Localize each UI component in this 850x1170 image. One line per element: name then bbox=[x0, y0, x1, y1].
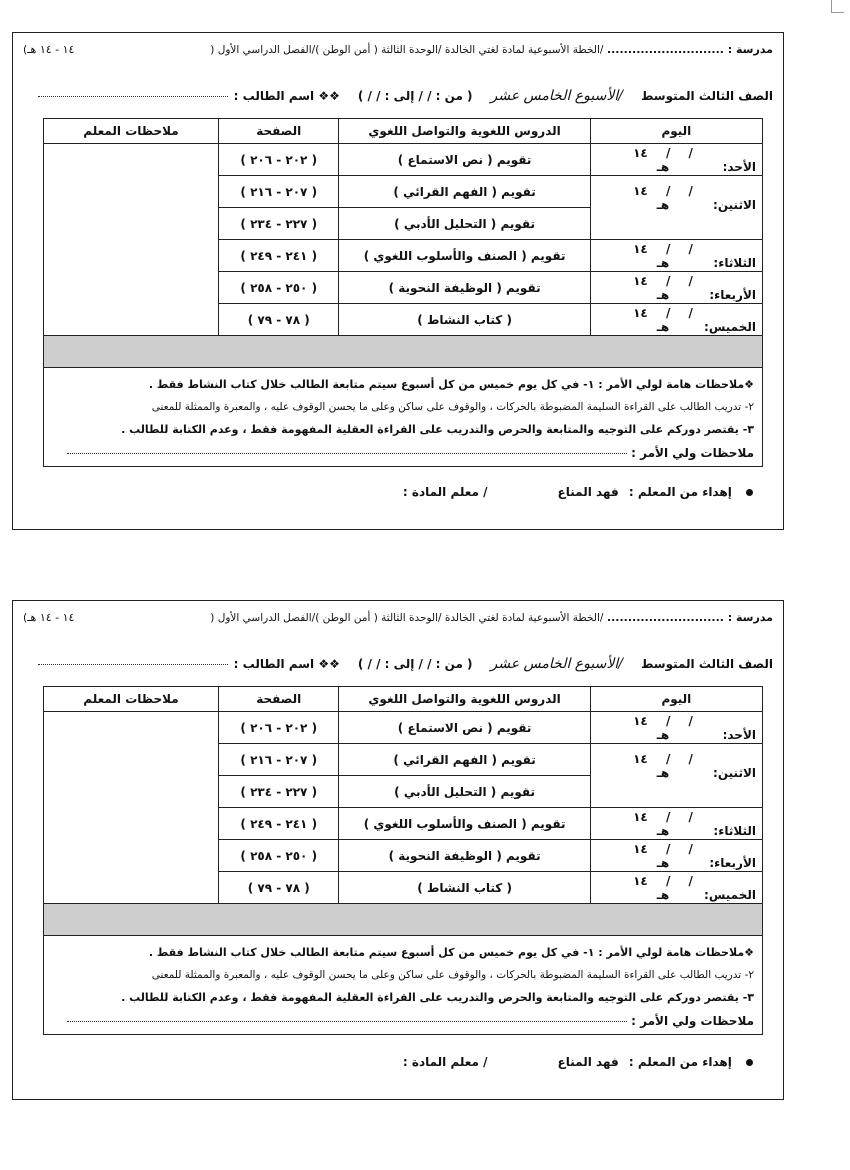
lesson-cell: تقويم ( نص الاستماع ) bbox=[339, 144, 590, 176]
plan-table bbox=[43, 118, 763, 467]
student-name-label: ❖❖ اسم الطالب : bbox=[233, 657, 340, 671]
date-range: ( من : / / إلى : / / ) bbox=[357, 89, 473, 103]
parent-notes-label: ملاحظات ولي الأمر : bbox=[631, 1014, 754, 1028]
day-name: الخميس: bbox=[704, 887, 756, 902]
grade-label: الصف الثالث المتوسط bbox=[640, 89, 773, 103]
dedication-label: إهداء من المعلم : bbox=[628, 485, 732, 499]
separator-row bbox=[44, 904, 763, 936]
day-name: الثلاثاء: bbox=[713, 255, 756, 270]
table-header-row bbox=[44, 687, 763, 712]
lesson-cell: تقويم ( الوظيفة النحوية ) bbox=[339, 840, 590, 872]
page-cell: ( ٢٠٧ - ٢١٦ ) bbox=[218, 176, 339, 208]
parent-notes-field[interactable] bbox=[67, 1021, 627, 1022]
day-name: الأربعاء: bbox=[709, 287, 756, 302]
week-label: /الأسبوع الخامس عشر bbox=[490, 656, 623, 672]
day-date: / / ١٤ هـ bbox=[633, 809, 693, 838]
lesson-cell: تقويم ( التحليل الأدبي ) bbox=[339, 776, 590, 808]
signature-row bbox=[13, 1055, 783, 1069]
day-date: / / ١٤ هـ bbox=[633, 145, 693, 174]
teacher-name: فهد المناع bbox=[557, 485, 619, 499]
student-name-field[interactable] bbox=[38, 664, 228, 665]
academic-year: ١٤ - ١٤ هـ) bbox=[23, 611, 75, 624]
parent-notes-line bbox=[52, 1014, 754, 1028]
day-name: الاثنين: bbox=[713, 766, 756, 780]
col-day: اليوم bbox=[590, 687, 762, 712]
day-date: / / ١٤ هـ bbox=[633, 241, 693, 270]
week-info-row bbox=[13, 88, 783, 104]
parent-notes-row bbox=[44, 368, 763, 467]
plan-table bbox=[43, 686, 763, 1035]
col-teacher-notes: ملاحظات المعلم bbox=[44, 119, 219, 144]
page-cell: ( ٢٠٢ - ٢٠٦ ) bbox=[218, 144, 339, 176]
parent-notes-field[interactable] bbox=[67, 453, 627, 454]
col-page: الصفحة bbox=[218, 119, 339, 144]
day-date: / / ١٤ هـ bbox=[633, 841, 693, 870]
day-name: الثلاثاء: bbox=[713, 823, 756, 838]
lesson-cell: تقويم ( الصنف والأسلوب اللغوي ) bbox=[339, 240, 590, 272]
student-name-label: ❖❖ اسم الطالب : bbox=[233, 89, 340, 103]
teacher-name: فهد المناع bbox=[557, 1055, 619, 1069]
col-page: الصفحة bbox=[218, 687, 339, 712]
parent-notes-line bbox=[52, 446, 754, 460]
lesson-cell: تقويم ( الفهم القرائي ) bbox=[339, 744, 590, 776]
weekly-plan-2 bbox=[12, 600, 784, 1100]
page-cell: ( ٧٨ - ٧٩ ) bbox=[218, 304, 339, 336]
day-date: / / ١٤ هـ bbox=[633, 305, 693, 334]
separator-row bbox=[44, 336, 763, 368]
lesson-cell: ( كتاب النشاط ) bbox=[339, 872, 590, 904]
academic-year: ١٤ - ١٤ هـ) bbox=[23, 43, 75, 56]
day-date: / / ١٤ هـ bbox=[633, 873, 693, 902]
page-cell: ( ٢٢٧ - ٢٣٤ ) bbox=[218, 776, 339, 808]
parent-notes-row bbox=[44, 936, 763, 1035]
weekly-plan-1 bbox=[12, 32, 784, 530]
plan-title: /الخطة الأسبوعية لمادة لغتي الخالدة /الوحدة الثالثة ( أمن الوطن )/الفصل الدراسي الأول ( bbox=[210, 612, 604, 624]
day-name: الأحد: bbox=[722, 159, 756, 174]
lesson-cell: ( كتاب النشاط ) bbox=[339, 304, 590, 336]
plan-header bbox=[13, 43, 783, 56]
col-teacher-notes: ملاحظات المعلم bbox=[44, 687, 219, 712]
plan-header-left bbox=[210, 43, 773, 56]
important-note-3: ٣- يقتصر دوركم على التوجيه والمتابعة والحرص والتدريب على القراءة العقلية المفهومة فقط ، وعدم الكتابة للطالب . bbox=[121, 423, 754, 436]
table-row bbox=[44, 712, 763, 744]
dedication bbox=[558, 1055, 753, 1069]
day-name: الأربعاء: bbox=[709, 855, 756, 870]
important-note-2: ٢- تدريب الطالب على القراءة السليمة المضبوطة بالحركات ، والوقوف على ساكن وعلى ما يحسن الوقوف عليه ، والمعبرة والممثلة للمعنى bbox=[151, 969, 754, 981]
day-name: الأحد: bbox=[722, 727, 756, 742]
parent-notes-box bbox=[44, 368, 763, 467]
col-day: اليوم bbox=[590, 119, 762, 144]
dedication-label: إهداء من المعلم : bbox=[628, 1055, 732, 1069]
signature-row bbox=[13, 485, 783, 499]
bullet-icon bbox=[746, 489, 753, 496]
col-lessons: الدروس اللغوية والتواصل اللغوي bbox=[339, 687, 590, 712]
table-header-row bbox=[44, 119, 763, 144]
school-label: مدرسة : ............................ bbox=[606, 611, 773, 624]
important-note-1: ❖ملاحظات هامة لولي الأمر : ١- في كل يوم خميس من كل أسبوع سيتم متابعة الطالب خلال كتاب النشاط فقط . bbox=[148, 378, 754, 391]
lesson-cell: تقويم ( الفهم القرائي ) bbox=[339, 176, 590, 208]
grade-label: الصف الثالث المتوسط bbox=[640, 657, 773, 671]
subject-teacher-label: / معلم المادة : bbox=[402, 1055, 488, 1069]
page-cell: ( ٢٠٢ - ٢٠٦ ) bbox=[218, 712, 339, 744]
page-cell: ( ٢٤١ - ٢٤٩ ) bbox=[218, 240, 339, 272]
day-date: / / ١٤ هـ bbox=[633, 273, 693, 302]
plan-title: /الخطة الأسبوعية لمادة لغتي الخالدة /الوحدة الثالثة ( أمن الوطن )/الفصل الدراسي الأول ( bbox=[210, 44, 604, 56]
subject-teacher-label: / معلم المادة : bbox=[402, 485, 488, 499]
plan-header bbox=[13, 611, 783, 624]
dedication bbox=[558, 485, 753, 499]
page-cell: ( ٧٨ - ٧٩ ) bbox=[218, 872, 339, 904]
plan-header-left bbox=[210, 611, 773, 624]
lesson-cell: تقويم ( الوظيفة النحوية ) bbox=[339, 272, 590, 304]
lesson-cell: تقويم ( التحليل الأدبي ) bbox=[339, 208, 590, 240]
scan-corner-mark bbox=[831, 0, 844, 13]
bullet-icon bbox=[746, 1059, 753, 1066]
week-label: /الأسبوع الخامس عشر bbox=[490, 88, 623, 104]
important-note-3: ٣- يقتصر دوركم على التوجيه والمتابعة والحرص والتدريب على القراءة العقلية المفهومة فقط ، وعدم الكتابة للطالب . bbox=[121, 991, 754, 1004]
teacher-notes-cell[interactable] bbox=[44, 712, 219, 904]
student-name-field[interactable] bbox=[38, 96, 228, 97]
important-note-2: ٢- تدريب الطالب على القراءة السليمة المضبوطة بالحركات ، والوقوف على ساكن وعلى ما يحسن الوقوف عليه ، والمعبرة والممثلة للمعنى bbox=[151, 401, 754, 413]
page-cell: ( ٢٤١ - ٢٤٩ ) bbox=[218, 808, 339, 840]
parent-notes-box bbox=[44, 936, 763, 1035]
day-name: الاثنين: bbox=[713, 198, 756, 212]
col-lessons: الدروس اللغوية والتواصل اللغوي bbox=[339, 119, 590, 144]
lesson-cell: تقويم ( نص الاستماع ) bbox=[339, 712, 590, 744]
day-date: / / ١٤ هـ bbox=[633, 184, 693, 212]
page-cell: ( ٢٠٧ - ٢١٦ ) bbox=[218, 744, 339, 776]
teacher-notes-cell[interactable] bbox=[44, 144, 219, 336]
date-range: ( من : / / إلى : / / ) bbox=[357, 657, 473, 671]
parent-notes-label: ملاحظات ولي الأمر : bbox=[631, 446, 754, 460]
important-note-1: ❖ملاحظات هامة لولي الأمر : ١- في كل يوم خميس من كل أسبوع سيتم متابعة الطالب خلال كتاب النشاط فقط . bbox=[148, 946, 754, 959]
page-cell: ( ٢٥٠ - ٢٥٨ ) bbox=[218, 272, 339, 304]
week-info-row bbox=[13, 656, 783, 672]
table-row bbox=[44, 144, 763, 176]
page-cell: ( ٢٥٠ - ٢٥٨ ) bbox=[218, 840, 339, 872]
day-date: / / ١٤ هـ bbox=[633, 752, 693, 780]
lesson-cell: تقويم ( الصنف والأسلوب اللغوي ) bbox=[339, 808, 590, 840]
page-cell: ( ٢٢٧ - ٢٣٤ ) bbox=[218, 208, 339, 240]
school-label: مدرسة : ............................ bbox=[606, 43, 773, 56]
day-name: الخميس: bbox=[704, 319, 756, 334]
day-date: / / ١٤ هـ bbox=[633, 713, 693, 742]
